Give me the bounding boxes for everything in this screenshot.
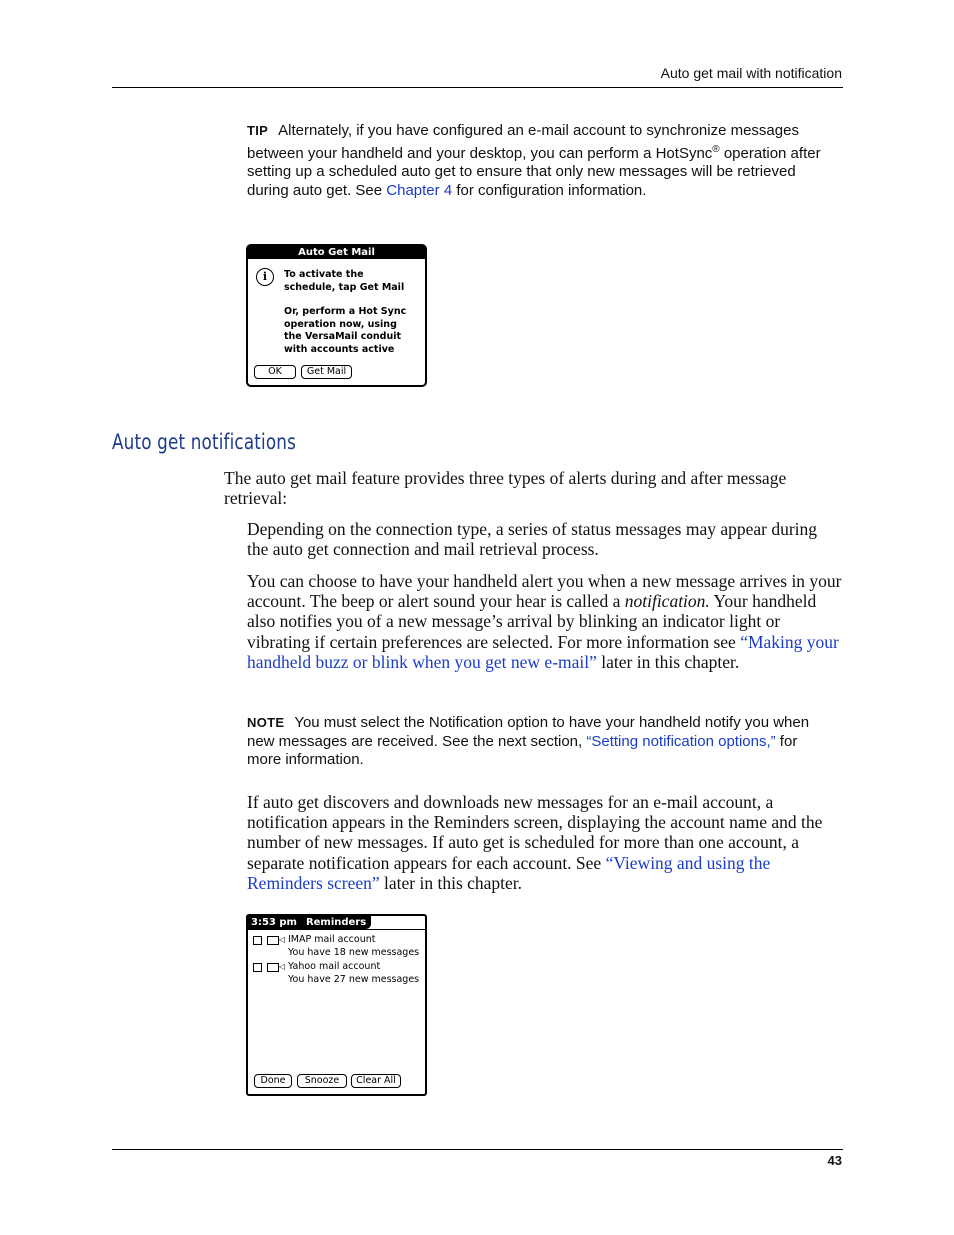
tip-label: TIP — [247, 123, 269, 138]
reminder-checkbox[interactable] — [253, 936, 262, 945]
dialog-line-3: Or, perform a Hot Sync — [284, 306, 407, 317]
page-number: 43 — [827, 1153, 842, 1168]
ok-button[interactable]: OK — [254, 365, 296, 379]
dialog-line-6: with accounts active — [284, 343, 395, 355]
para-2-text-b: Your handheld also notifies you of a new message’s arrival by blinking an indicator light or vibrating if certain preferences are selected. For more information see — [247, 591, 817, 652]
mail-envelope-icon — [267, 936, 279, 945]
dialog-title: Auto Get Mail — [248, 246, 425, 259]
snooze-button[interactable]: Snooze — [297, 1074, 347, 1088]
tip-text-3: for configuration information. — [452, 182, 647, 200]
tip-text-2: operation after setting up a scheduled auto get to ensure that only new messages will be retrieved during auto get. See — [247, 144, 821, 200]
info-icon: i — [256, 268, 274, 286]
reminder-account: IMAP mail account — [288, 934, 376, 945]
reminders-paragraph — [247, 792, 845, 893]
auto-get-mail-dialog — [246, 244, 427, 387]
alarm-icon: ◁ — [279, 935, 286, 944]
footer-rule — [112, 1149, 843, 1150]
reminders-screen — [246, 914, 427, 1096]
intro-paragraph: The auto get mail feature provides three types of alerts during and after message retrieval: — [224, 468, 787, 509]
notification-paragraph — [247, 571, 842, 672]
notification-term: notification. — [624, 591, 710, 612]
dialog-line-4: operation now, using — [284, 318, 397, 330]
title-underline — [248, 929, 425, 930]
reminder-account: Yahoo mail account — [288, 961, 381, 972]
done-button[interactable]: Done — [254, 1074, 292, 1088]
reminders-screen-link[interactable]: “Viewing and using the Reminders screen” — [247, 852, 771, 893]
reminders-title: Reminders — [305, 917, 367, 928]
para-3-text-b: later in this chapter. — [379, 872, 523, 893]
buzz-blink-link[interactable]: “Making your handheld buzz or blink when you get new e-mail” — [247, 631, 839, 672]
mail-envelope-icon — [267, 963, 279, 972]
registered-mark: ® — [712, 143, 720, 155]
dialog-line-5: the VersaMail conduit — [284, 331, 402, 342]
dialog-line-2: schedule, tap Get Mail — [284, 281, 405, 293]
dialog-message-2 — [284, 306, 422, 356]
dialog-line-1: To activate the — [284, 269, 364, 280]
note-text-a: You must select the Notification option to have your handheld notify you when new messages are received. See the next section, — [247, 714, 810, 750]
reminder-checkbox[interactable] — [253, 963, 262, 972]
get-mail-button[interactable]: Get Mail — [301, 365, 352, 379]
clock-time: 3:53 pm — [251, 917, 297, 928]
chapter-4-link[interactable]: Chapter 4 — [386, 182, 453, 200]
note-text-b: for more information. — [247, 732, 798, 769]
para-2-text-a: You can choose to have your handheld alert you when a new message arrives in your account. The beep or alert sound your hear is called a — [247, 571, 842, 612]
setting-notification-options-link[interactable]: “Setting notification options,” — [586, 732, 776, 750]
clear-all-button[interactable]: Clear All — [351, 1074, 401, 1088]
section-heading: Auto get notifications — [112, 430, 297, 454]
note-label: NOTE — [247, 715, 285, 730]
reminder-count: You have 18 new messages — [288, 947, 420, 958]
running-header: Auto get mail with notification — [660, 65, 842, 81]
tip-paragraph — [247, 122, 827, 201]
note-paragraph — [247, 714, 827, 770]
header-rule — [112, 87, 843, 88]
reminder-count: You have 27 new messages — [288, 974, 420, 985]
alarm-icon: ◁ — [279, 962, 286, 971]
dialog-message-1 — [284, 269, 422, 294]
para-2-text-c: later in this chapter. — [596, 651, 740, 672]
reminders-title-bar — [248, 916, 371, 929]
para-3-text-a: If auto get discovers and downloads new messages for an e-mail account, a notification appears in the Reminders screen, displaying the account name and the number of new messages. If auto get is scheduled for more than one account, a separate notification appears for each account. See — [247, 792, 823, 873]
tip-text-1: Alternately, if you have configured an e-mail account to synchronize messages between your handheld and your desktop, you can perform a HotSync — [247, 122, 799, 162]
status-messages-paragraph: Depending on the connection type, a series of status messages may appear during the auto get connection and mail retrieval process. — [247, 519, 818, 560]
